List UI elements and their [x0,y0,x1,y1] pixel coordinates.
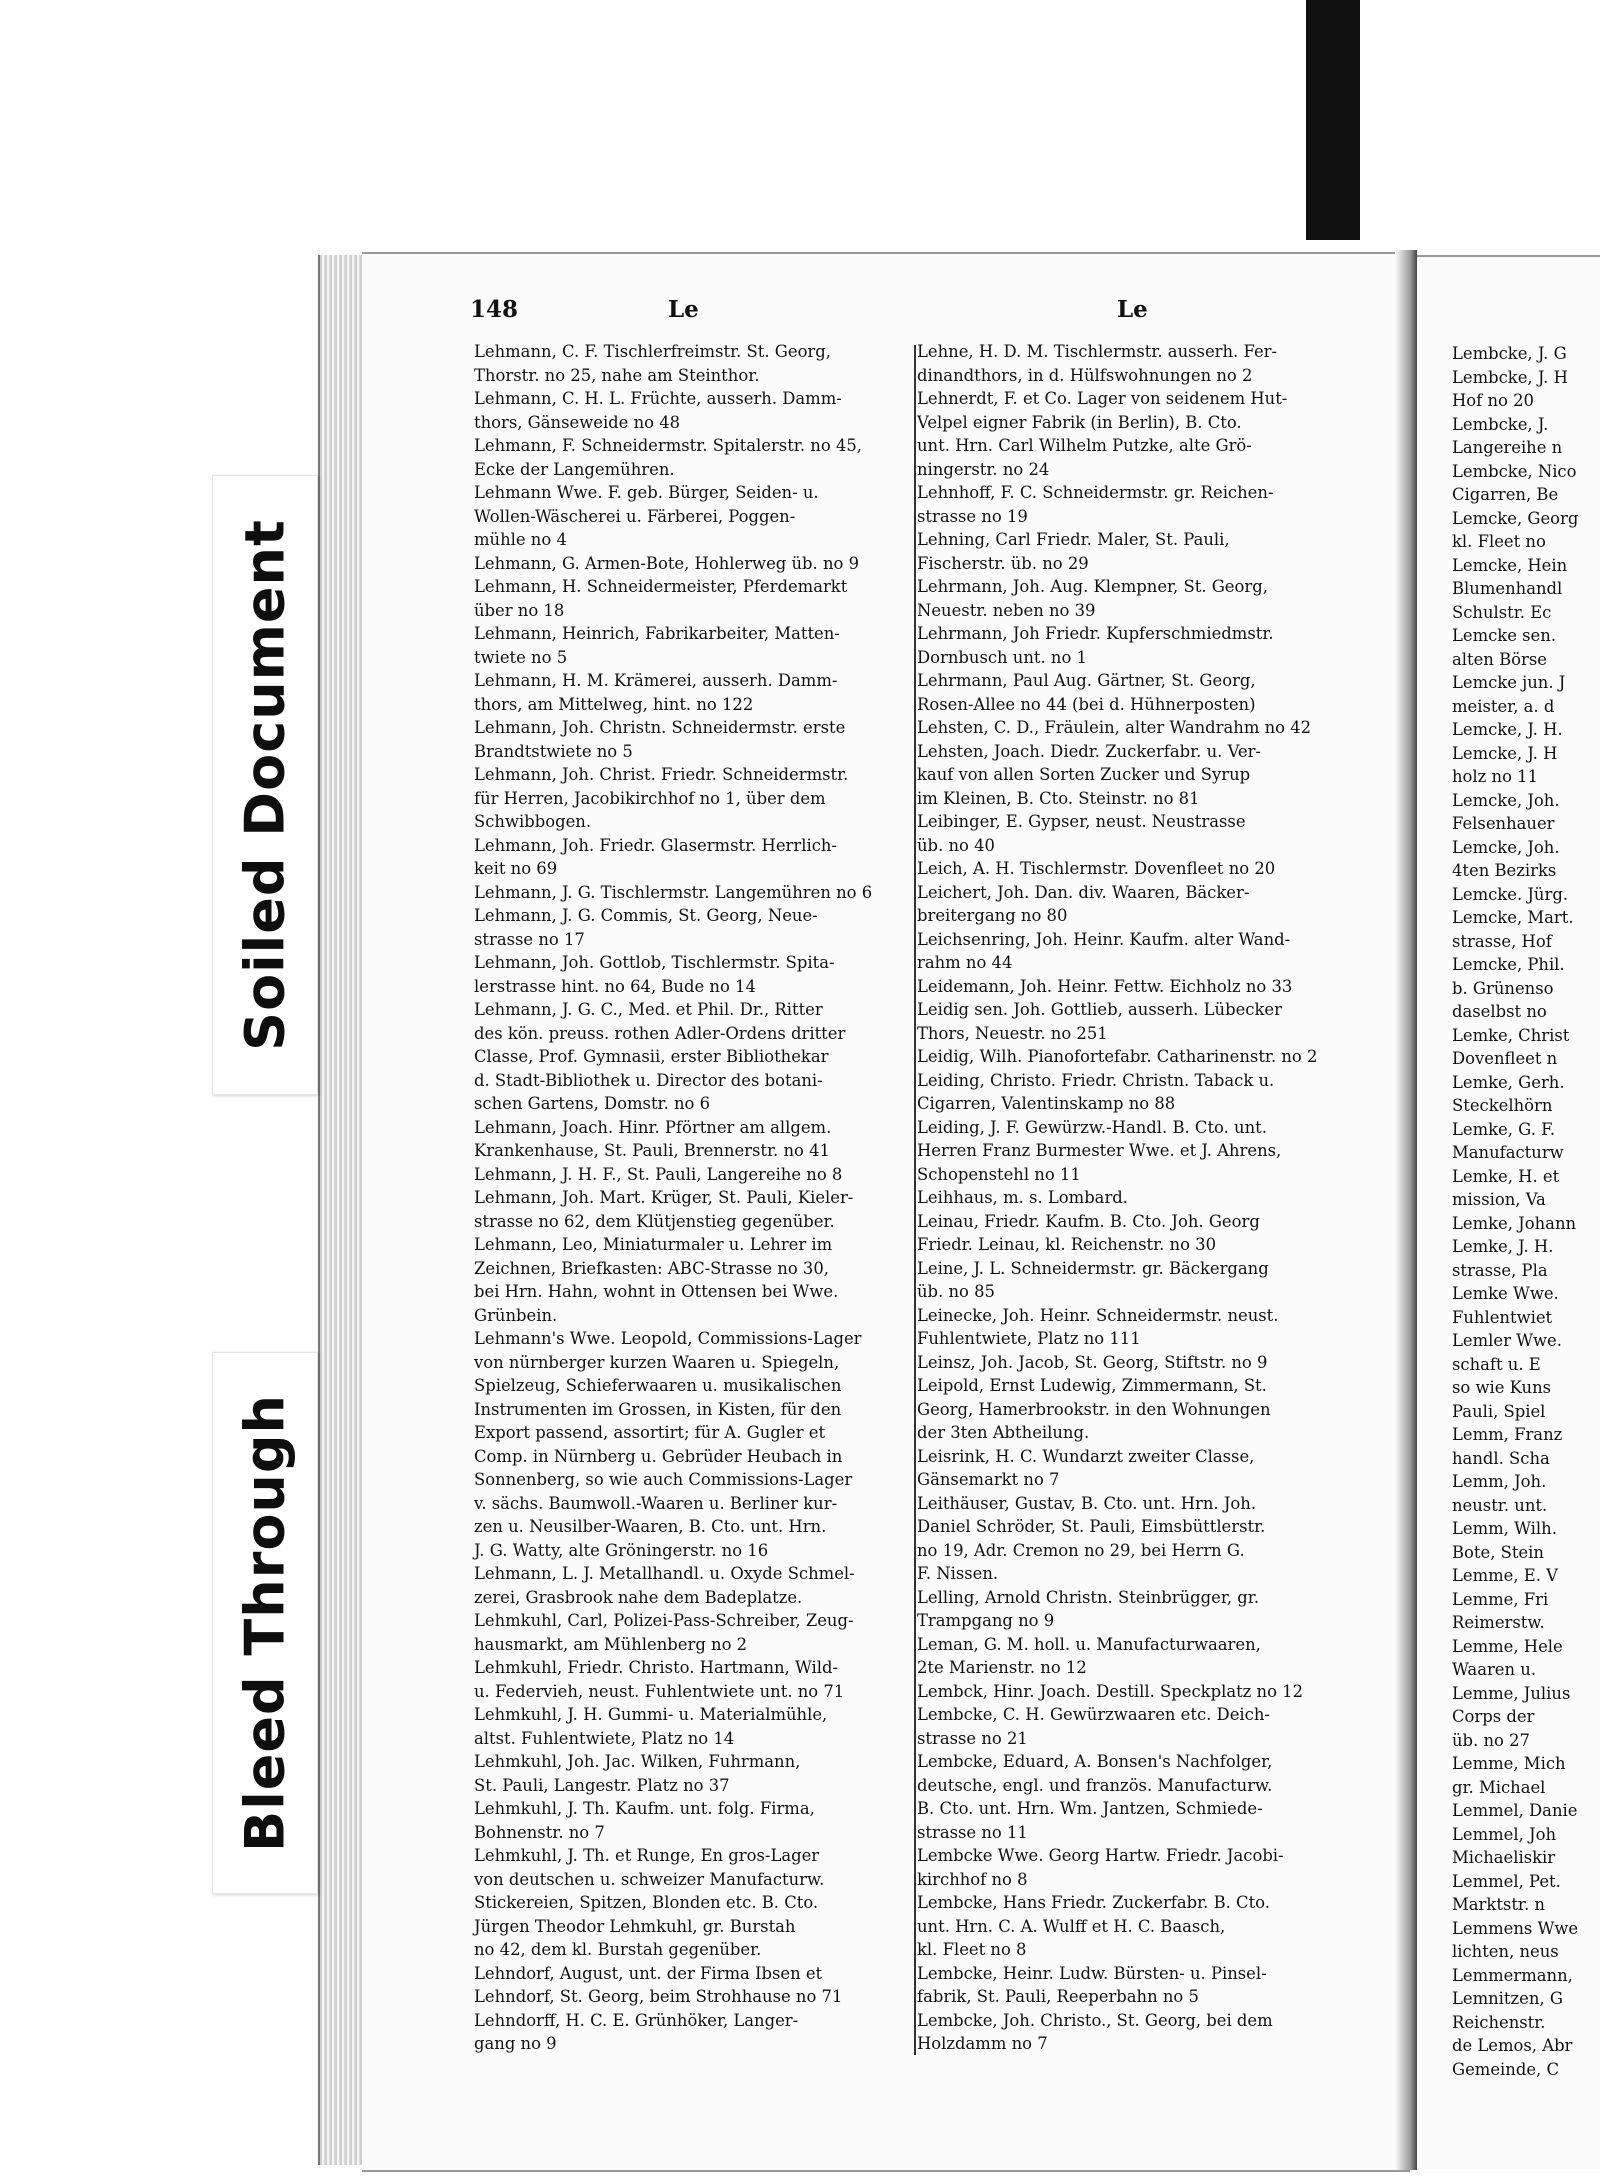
directory-line: Leisrink, H. C. Wundarzt zweiter Classe, [917,1446,1255,1466]
directory-line: St. Pauli, Langestr. Platz no 37 [474,1775,730,1795]
directory-line: Blumenhandl [1452,579,1563,598]
directory-line: Corps der [1452,1707,1535,1726]
directory-line: neustr. unt. [1452,1495,1548,1515]
directory-line: Leich, A. H. Tischlermstr. Dovenfleet no 20 [917,859,1276,878]
directory-line: Neuestr. neben no 39 [917,600,1096,620]
directory-line: Holzdamm no 7 [917,2034,1048,2053]
directory-line: Velpel eigner Fabrik (in Berlin), B. Cto. [917,412,1242,432]
directory-line: Georg, Hamerbrookstr. in den Wohnungen [917,1399,1271,1419]
directory-line: bei Hrn. Hahn, wohnt in Ottensen bei Wwe. [474,1282,839,1301]
directory-line: Lehmann's Wwe. Leopold, Commissions-Lager [474,1329,862,1348]
directory-line: Thors, Neuestr. no 251 [917,1023,1108,1043]
directory-line: von nürnberger kurzen Waaren u. Spiegeln, [474,1352,840,1372]
directory-line: Leidig, Wilh. Pianofortefabr. Catharinenstr. no 2 [917,1047,1318,1066]
page-number: 148 [470,296,519,323]
directory-line: schaft u. E [1452,1354,1541,1374]
directory-line: mission, Va [1452,1190,1546,1209]
directory-line: Lehsten, C. D., Fräulein, alter Wandrahm no 42 [917,718,1312,737]
directory-line: Stickereien, Spitzen, Blonden etc. B. Cto. [474,1893,819,1912]
directory-line: b. Grünenso [1452,978,1554,998]
directory-line: von deutschen u. schweizer Manufacturw. [474,1869,825,1889]
directory-line: Manufacturw [1452,1143,1564,1162]
directory-line: Herren Franz Burmester Wwe. et J. Ahrens, [917,1141,1282,1160]
directory-line: Lemke, Gerh. [1452,1072,1565,1092]
directory-line: Lemm, Franz [1452,1425,1563,1444]
directory-line: breitergang no 80 [917,906,1068,925]
directory-line: Krankenhause, St. Pauli, Brennerstr. no 41 [474,1141,830,1160]
bleed-through-label: Bleed Through [233,1394,297,1852]
soiled-document-label: Soiled Document [233,519,297,1051]
directory-line: Leichsenring, Joh. Heinr. Kaufm. alter Wand- [917,929,1291,949]
directory-line: Lembcke, J. G [1452,344,1567,363]
directory-line: strasse no 17 [474,929,585,949]
directory-line: Thorstr. no 25, nahe am Steinthor. [474,365,760,385]
directory-line: Lehmkuhl, J. Th. Kaufm. unt. folg. Firma, [474,1799,815,1818]
directory-line: Lemm, Joh. [1452,1472,1547,1491]
directory-line: über no 18 [474,600,565,620]
directory-line: strasse, Hof [1452,931,1552,951]
directory-line: Lembcke, Heinr. Ludw. Bürsten- u. Pinsel- [917,1963,1267,1983]
directory-line: Lemler Wwe. [1452,1331,1562,1350]
directory-line: Lemcke, J. H. [1452,720,1563,739]
directory-line: Trampgang no 9 [917,1611,1055,1630]
directory-line: Gemeinde, C [1452,2059,1559,2079]
directory-line: Lehnhoff, F. C. Schneidermstr. gr. Reichen- [917,483,1274,502]
directory-line: B. Cto. unt. Hrn. Wm. Jantzen, Schmiede- [917,1799,1263,1818]
directory-line: lichten, neus [1452,1942,1559,1961]
directory-line: üb. no 40 [917,835,995,855]
directory-line: Lemmens Wwe [1452,1918,1579,1938]
directory-line: strasse no 19 [917,506,1028,526]
directory-line: Sonnenberg, so wie auch Commissions-Lager [474,1470,853,1489]
directory-line: thors, Gänseweide no 48 [474,412,681,432]
directory-column-middle [917,340,1367,2056]
directory-column-left [474,340,919,2056]
directory-line: Lehmann, J. G. Tischlermstr. Langemühren no 6 [474,882,873,902]
directory-line: de Lemos, Abr [1452,2036,1573,2055]
directory-line: Lehndorff, H. C. E. Grünhöker, Langer- [474,2010,799,2030]
directory-line: alten Börse [1452,649,1547,669]
directory-line: Lehmann, Joh. Christn. Schneidermstr. erste [474,718,846,737]
directory-line: ningerstr. no 24 [917,459,1050,479]
directory-line: Lehndorf, August, unt. der Firma Ibsen et [474,1963,823,1983]
directory-line: Lehmann, C. H. L. Früchte, ausserh. Damm- [474,389,842,408]
directory-line: Lehmann Wwe. F. geb. Bürger, Seiden- u. [474,483,819,502]
directory-line: Fuhlentwiet [1452,1307,1553,1327]
directory-line: fabrik, St. Pauli, Reeperbahn no 5 [917,1987,1199,2006]
directory-line: Dornbusch unt. no 1 [917,647,1087,667]
directory-line: Export passend, assortirt; für A. Gugler et [474,1423,826,1442]
directory-line: Lehning, Carl Friedr. Maler, St. Pauli, [917,530,1230,549]
directory-line: Lemme, Hele [1452,1636,1563,1656]
column-divider [914,345,916,2055]
directory-line: Lemke, H. et [1452,1166,1560,1186]
directory-line: Cigarren, Be [1452,485,1559,504]
directory-line: Lehmann, L. J. Metallhandl. u. Oxyde Schmel- [474,1564,855,1583]
directory-line: Leidig sen. Joh. Gottlieb, ausserh. Lübecker [917,1000,1282,1019]
directory-line: strasse, Pla [1452,1260,1548,1280]
directory-line: Waaren u. [1452,1660,1537,1679]
directory-line: Lehnerdt, F. et Co. Lager von seidenem Hut- [917,389,1288,408]
directory-line: Lemke, Johann [1452,1213,1577,1233]
directory-line: Lehmann, H. Schneidermeister, Pferdemarkt [474,577,848,596]
directory-line: Lehmann, F. Schneidermstr. Spitalerstr. no 45, [474,436,862,455]
directory-line: Lemke, Christ [1452,1025,1570,1045]
directory-line: so wie Kuns [1452,1378,1552,1397]
directory-line: des kön. preuss. rothen Adler-Ordens dritter [474,1023,846,1043]
directory-line: Lemcke sen. [1452,626,1557,645]
directory-line: Leman, G. M. holl. u. Manufacturwaaren, [917,1634,1261,1654]
directory-line: altst. Fuhlentwiete, Platz no 14 [474,1728,735,1748]
directory-line: Lehmkuhl, Friedr. Christo. Hartmann, Wild- [474,1658,839,1677]
directory-line: Hof no 20 [1452,391,1534,410]
directory-line: J. G. Watty, alte Gröningerstr. no 16 [474,1540,769,1560]
book-gutter [1395,250,1417,2170]
directory-line: Lehmkuhl, J. H. Gummi- u. Materialmühle, [474,1705,828,1724]
directory-line: dinandthors, in d. Hülfswohnungen no 2 [917,365,1253,385]
directory-line: Fuhlentwiete, Platz no 111 [917,1329,1141,1348]
directory-line: u. Federvieh, neust. Fuhlentwiete unt. no 71 [474,1681,845,1701]
directory-line: Brandtstwiete no 5 [474,741,633,761]
directory-line: Zeichnen, Briefkasten: ABC-Strasse no 30, [474,1258,829,1278]
directory-line: Lehndorf, St. Georg, beim Strohhause no 71 [474,1987,843,2006]
directory-line: Lemke, G. F. [1452,1119,1556,1139]
directory-line: Bohnenstr. no 7 [474,1822,605,1842]
directory-line: F. Nissen. [917,1564,999,1583]
directory-line: deutsche, engl. und französ. Manufacturw. [917,1775,1273,1795]
directory-line: handl. Scha [1452,1448,1550,1468]
directory-line: Leihhaus, m. s. Lombard. [917,1188,1128,1207]
directory-line: Gänsemarkt no 7 [917,1470,1060,1489]
directory-line: thors, am Mittelweg, hint. no 122 [474,694,754,714]
directory-line: Leinau, Friedr. Kaufm. B. Cto. Joh. Georg [917,1211,1260,1231]
directory-line: mühle no 4 [474,530,567,549]
directory-line: Fischerstr. üb. no 29 [917,553,1089,573]
directory-line: Lehne, H. D. M. Tischlermstr. ausserh. Fer- [917,342,1278,361]
directory-line: Lehmann, Leo, Miniaturmaler u. Lehrer im [474,1235,833,1254]
directory-line: Instrumenten im Grossen, in Kisten, für den [474,1399,842,1419]
directory-line: strasse no 11 [917,1822,1028,1842]
directory-line: Daniel Schröder, St. Pauli, Eimsbüttlerstr. [917,1517,1266,1536]
directory-line: Lembcke Wwe. Georg Hartw. Friedr. Jacobi- [917,1846,1284,1865]
directory-line: Lehsten, Joach. Diedr. Zuckerfabr. u. Ver- [917,741,1261,761]
directory-line: d. Stadt-Bibliothek u. Director des botani- [474,1070,823,1090]
directory-line: Lehrmann, Joh. Aug. Klempner, St. Georg, [917,577,1268,596]
directory-line: Lehmann, G. Armen-Bote, Hohlerweg üb. no 9 [474,553,860,573]
directory-line: no 42, dem kl. Burstah gegenüber. [474,1940,762,1959]
directory-line: Leibinger, E. Gypser, neust. Neustrasse [917,812,1246,831]
directory-line: strasse no 21 [917,1728,1028,1748]
directory-line: Lemmel, Danie [1452,1801,1578,1820]
directory-line: Lehmann, J. H. F., St. Pauli, Langereihe no 8 [474,1164,843,1184]
directory-line: Reimerstw. [1452,1613,1545,1632]
directory-line: gang no 9 [474,2034,557,2053]
directory-line: Cigarren, Valentinskamp no 88 [917,1094,1176,1113]
directory-line: Lemcke, Joh. [1452,790,1560,810]
directory-line: im Kleinen, B. Cto. Steinstr. no 81 [917,788,1200,808]
directory-line: Reichenstr. [1452,2012,1546,2032]
directory-line: Leiding, Christo. Friedr. Christn. Taback u. [917,1070,1275,1090]
directory-line: Lembcke, J. H [1452,367,1568,387]
book-page-edges [318,255,365,2165]
directory-line: keit no 69 [474,859,558,878]
directory-line: zerei, Grasbrook nahe dem Badeplatze. [474,1587,803,1607]
directory-line: Comp. in Nürnberg u. Gebrüder Heubach in [474,1446,843,1466]
directory-line: Friedr. Leinau, kl. Reichenstr. no 30 [917,1235,1217,1254]
directory-line: gr. Michael [1452,1777,1546,1797]
directory-line: Lembcke, J. [1452,414,1549,434]
directory-line: holz no 11 [1452,767,1539,786]
directory-line: Lemcke jun. J [1452,673,1566,692]
directory-line: lerstrasse hint. no 64, Bude no 14 [474,976,756,996]
directory-line: Lehmann, Joach. Hinr. Pförtner am allgem. [474,1117,832,1137]
directory-line: Marktstr. n [1452,1895,1545,1914]
directory-line: Dovenfleet n [1452,1049,1558,1068]
directory-line: Lemmermann, [1452,1965,1573,1985]
directory-line: Lehrmann, Joh Friedr. Kupferschmiedmstr. [917,624,1274,643]
directory-line: Leine, J. L. Schneidermstr. gr. Bäckergang [917,1258,1269,1278]
directory-line: Wollen-Wäscherei u. Färberei, Poggen- [474,506,796,526]
directory-line: unt. Hrn. Carl Wilhelm Putzke, alte Grö- [917,436,1252,455]
directory-line: Steckelhörn [1452,1096,1553,1115]
directory-line: Lemme, Julius [1452,1683,1571,1703]
directory-line: meister, a. d [1452,696,1555,716]
running-head-right: Le [1117,296,1148,323]
directory-line: Lemme, Fri [1452,1589,1549,1609]
directory-line: Jürgen Theodor Lehmkuhl, gr. Burstah [474,1916,796,1936]
directory-line: v. sächs. Baumwoll.-Waaren u. Berliner kur- [474,1493,838,1513]
directory-line: kl. Fleet no 8 [917,1940,1027,1959]
directory-line: Rosen-Allee no 44 (bei d. Hühnerposten) [917,694,1256,714]
directory-line: Lehmkuhl, J. Th. et Runge, En gros-Lager [474,1846,820,1865]
directory-line: für Herren, Jacobikirchhof no 1, über dem [474,788,826,808]
directory-line: üb. no 85 [917,1282,995,1301]
directory-line: Schopenstehl no 11 [917,1164,1081,1184]
directory-line: Lehmann, J. G. C., Med. et Phil. Dr., Ritter [474,1000,823,1019]
directory-line: Schwibbogen. [474,812,592,831]
directory-line: Lehmkuhl, Carl, Polizei-Pass-Schreiber, Zeug- [474,1611,854,1630]
right-page [1417,255,1600,2169]
directory-line: Lemke Wwe. [1452,1284,1559,1303]
directory-line: Leiding, J. F. Gewürzw.-Handl. B. Cto. unt. [917,1117,1267,1137]
directory-line: Bote, Stein [1452,1542,1544,1562]
running-head-left: Le [668,296,699,323]
directory-line: rahm no 44 [917,953,1013,972]
directory-line: Leinecke, Joh. Heinr. Schneidermstr. neust. [917,1305,1279,1325]
directory-line: unt. Hrn. C. A. Wulff et H. C. Baasch, [917,1916,1226,1936]
directory-line: Lehmann, Joh. Friedr. Glasermstr. Herrlich- [474,835,837,855]
directory-line: hausmarkt, am Mühlenberg no 2 [474,1634,748,1654]
directory-line: Lembcke, Hans Friedr. Zuckerfabr. B. Cto. [917,1893,1270,1912]
directory-line: Leithäuser, Gustav, B. Cto. unt. Hrn. Joh. [917,1493,1257,1513]
directory-line: Lemme, E. V [1452,1566,1559,1585]
directory-line: no 19, Adr. Cremon no 29, bei Herrn G. [917,1540,1245,1560]
directory-line: Lehmann, J. G. Commis, St. Georg, Neue- [474,906,818,925]
directory-line: 4ten Bezirks [1452,861,1557,880]
directory-line: Lembcke, Joh. Christo., St. Georg, bei dem [917,2010,1273,2030]
directory-line: Lembcke, Nico [1452,461,1577,481]
directory-line: Lemcke. Jürg. [1452,884,1569,904]
directory-line: Classe, Prof. Gymnasii, erster Bibliothekar [474,1047,829,1066]
directory-line: Lehmann, C. F. Tischlerfreimstr. St. Georg, [474,342,831,361]
directory-line: Lehmann, Heinrich, Fabrikarbeiter, Matten- [474,624,840,643]
directory-line: 2te Marienstr. no 12 [917,1658,1087,1677]
directory-line: der 3ten Abtheilung. [917,1423,1090,1442]
directory-line: Lemnitzen, G [1452,1989,1563,2008]
directory-line: schen Gartens, Domstr. no 6 [474,1094,711,1113]
directory-line: Lehrmann, Paul Aug. Gärtner, St. Georg, [917,671,1256,690]
directory-line: Lemcke, Mart. [1452,908,1574,927]
directory-line: Pauli, Spiel [1452,1401,1546,1421]
directory-line: Felsenhauer [1452,814,1555,833]
directory-line: Grünbein. [474,1305,558,1325]
directory-line: Lehmann, Joh. Gottlob, Tischlermstr. Spita- [474,953,835,972]
directory-line: Ecke der Langemühren. [474,459,675,479]
right-page-column [1452,342,1600,2081]
scanner-black-bar [1306,0,1360,240]
directory-line: Lelling, Arnold Christn. Steinbrügger, gr. [917,1587,1260,1607]
directory-line: kauf von allen Sorten Zucker und Syrup [917,765,1251,784]
directory-line: daselbst no [1452,1002,1547,1021]
directory-line: twiete no 5 [474,647,568,667]
directory-line: Lehmkuhl, Joh. Jac. Wilken, Fuhrmann, [474,1752,801,1771]
directory-line: Lemmel, Joh [1452,1824,1557,1844]
directory-line: Leidemann, Joh. Heinr. Fettw. Eichholz no 33 [917,976,1293,996]
directory-line: Lembck, Hinr. Joach. Destill. Speckplatz no 12 [917,1681,1304,1701]
directory-line: Lembcke, Eduard, A. Bonsen's Nachfolger, [917,1752,1273,1771]
soiled-document-tab [212,475,318,1095]
directory-line: kl. Fleet no [1452,532,1546,551]
directory-line: Lemmel, Pet. [1452,1871,1561,1891]
directory-line: Lehmann, Joh. Mart. Krüger, St. Pauli, Kieler- [474,1188,854,1207]
directory-line: üb. no 27 [1452,1730,1530,1750]
directory-line: Lembcke, C. H. Gewürzwaaren etc. Deich- [917,1705,1270,1724]
directory-line: Lemke, J. H. [1452,1237,1554,1256]
directory-line: strasse no 62, dem Klütjenstieg gegenüber. [474,1211,835,1231]
directory-line: Lemcke, Phil. [1452,955,1565,974]
directory-line: zen u. Neusilber-Waaren, B. Cto. unt. Hrn. [474,1517,827,1536]
directory-line: Spielzeug, Schieferwaaren u. musikalischen [474,1376,842,1395]
directory-line: kirchhof no 8 [917,1869,1028,1889]
directory-line: Michaeliskir [1452,1848,1556,1867]
directory-line: Lemcke, Georg [1452,508,1579,528]
directory-line: Lemcke, Joh. [1452,837,1560,857]
bleed-through-tab [212,1352,318,1894]
directory-line: Leipold, Ernst Ludewig, Zimmermann, St. [917,1376,1267,1395]
directory-line: Lemm, Wilh. [1452,1519,1557,1538]
directory-line: Langereihe n [1452,438,1563,457]
directory-line: Schulstr. Ec [1452,602,1552,622]
directory-line: Lehmann, Joh. Christ. Friedr. Schneidermstr. [474,765,849,784]
directory-line: Leinsz, Joh. Jacob, St. Georg, Stiftstr. no 9 [917,1352,1268,1372]
directory-line: Leichert, Joh. Dan. div. Waaren, Bäcker- [917,882,1250,902]
directory-line: Lemcke, Hein [1452,555,1568,575]
directory-line: Lemme, Mich [1452,1754,1566,1773]
directory-line: Lehmann, H. M. Krämerei, ausserh. Damm- [474,671,838,690]
directory-line: Lemcke, J. H [1452,743,1558,763]
